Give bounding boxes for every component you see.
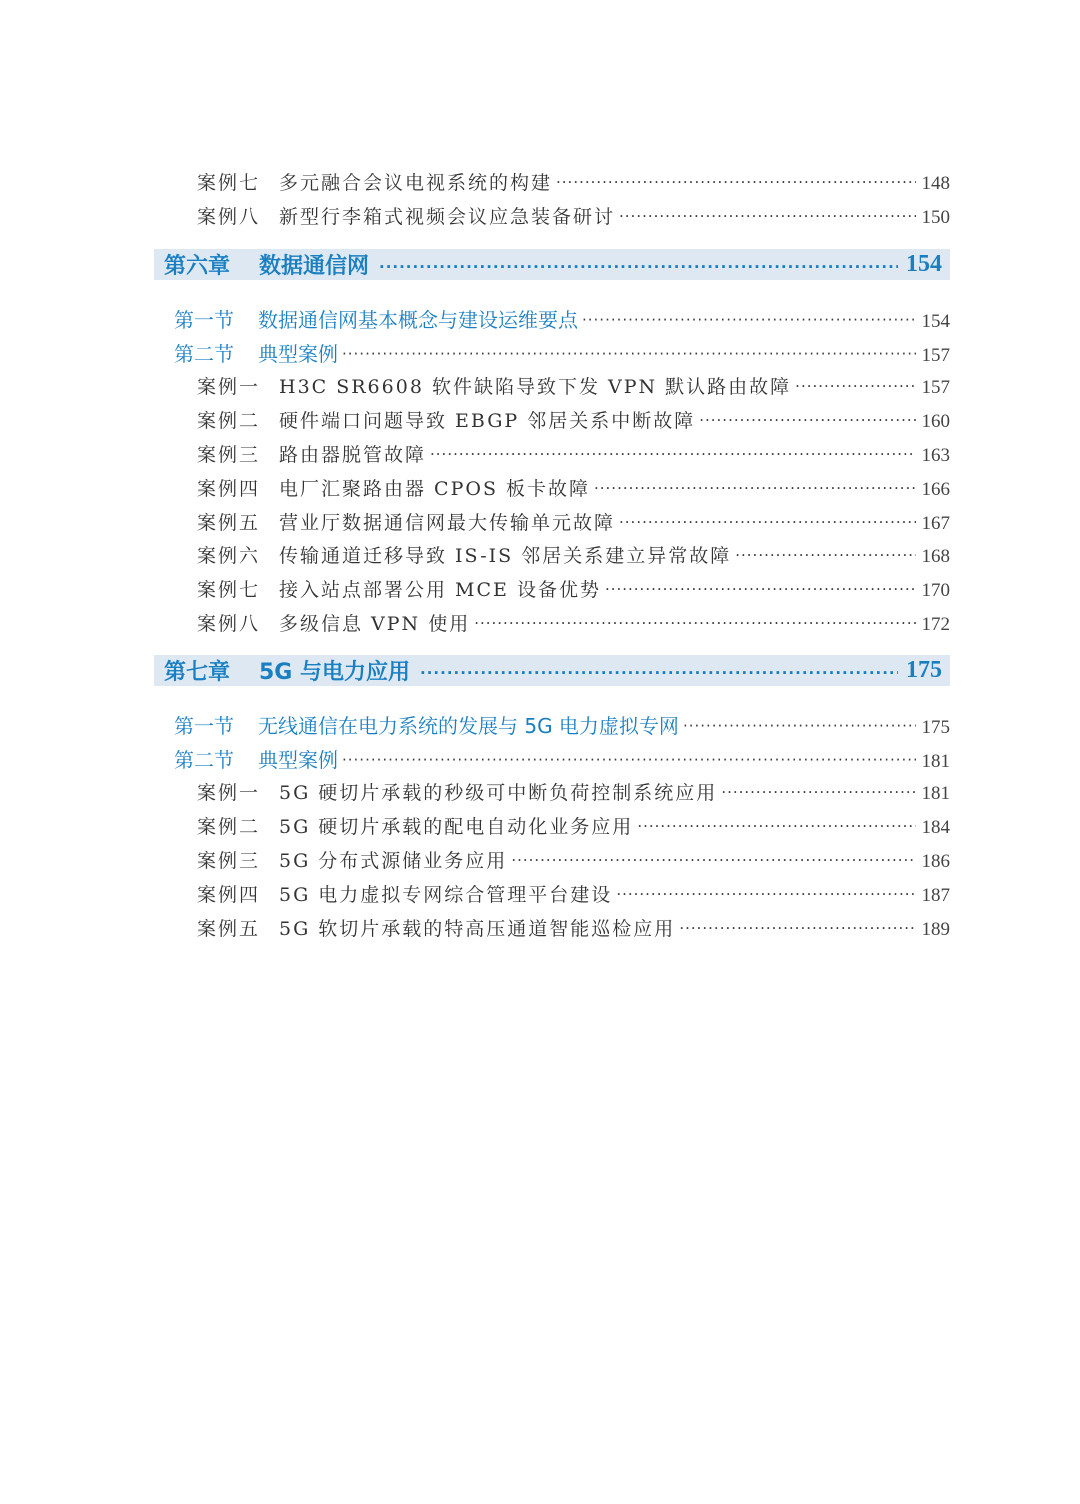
case-title: 传输通道迁移导致 IS-IS 邻居关系建立异常故障: [279, 545, 732, 567]
page-number: 154: [921, 311, 950, 332]
toc-entry-case[interactable]: [197, 575, 950, 602]
section-title: 典型案例: [258, 342, 338, 366]
toc-entry-chapter[interactable]: [154, 249, 950, 280]
section-title: 典型案例: [258, 748, 338, 772]
case-title: 新型行李箱式视频会议应急装备研讨: [279, 206, 616, 228]
toc-entry-section[interactable]: [174, 744, 950, 773]
toc-entry-case[interactable]: [197, 474, 950, 501]
dot-leader: [699, 413, 915, 428]
page-number: 184: [921, 817, 950, 838]
section-label: 第一节: [174, 714, 234, 738]
page-number: 175: [921, 717, 950, 738]
toc-entry-case[interactable]: [197, 609, 950, 636]
toc-entry-case[interactable]: [197, 202, 950, 229]
case-label: 案例三: [197, 850, 261, 872]
case-title: H3C SR6608 软件缺陷导致下发 VPN 默认路由故障: [279, 376, 792, 398]
case-title: 5G 分布式源储业务应用: [279, 850, 508, 872]
case-title: 5G 软切片承载的特高压通道智能巡检应用: [279, 918, 676, 940]
dot-leader: [511, 853, 915, 868]
toc-entry-chapter[interactable]: [154, 655, 950, 686]
toc-entry-section[interactable]: [174, 338, 950, 367]
case-title: 路由器脱管故障: [279, 444, 427, 466]
dot-leader: [619, 209, 915, 224]
page-number: 154: [906, 251, 942, 277]
page-number: 186: [921, 851, 950, 872]
case-label: 案例五: [197, 512, 261, 534]
page-number: 168: [921, 546, 950, 567]
page-number: 189: [921, 919, 950, 940]
dot-leader: [430, 447, 915, 462]
toc-entry-case[interactable]: [197, 508, 950, 535]
dot-leader: [605, 582, 916, 597]
dot-leader: [342, 347, 916, 362]
case-label: 案例四: [197, 884, 261, 906]
dot-leader: [556, 175, 915, 190]
dot-leader: [474, 616, 915, 631]
dot-leader: [721, 785, 915, 800]
dot-leader: [342, 753, 916, 768]
toc-entry-section[interactable]: [174, 304, 950, 333]
page-number: 166: [921, 479, 950, 500]
case-label: 案例七: [197, 172, 261, 194]
section-label: 第一节: [174, 308, 234, 332]
toc-entry-section[interactable]: [174, 710, 950, 739]
toc-entry-case[interactable]: [197, 440, 950, 467]
case-title: 电厂汇聚路由器 CPOS 板卡故障: [279, 478, 590, 500]
case-title: 5G 硬切片承载的配电自动化业务应用: [279, 816, 634, 838]
page-number: 157: [921, 345, 950, 366]
case-label: 案例四: [197, 478, 261, 500]
page-number: 187: [921, 885, 950, 906]
case-label: 案例八: [197, 206, 261, 228]
chapter-title: 数据通信网: [259, 254, 370, 279]
dot-leader: [616, 887, 915, 902]
case-label: 案例二: [197, 410, 261, 432]
section-label: 第二节: [174, 748, 234, 772]
case-title: 5G 硬切片承载的秒级可中断负荷控制系统应用: [279, 782, 718, 804]
case-label: 案例七: [197, 579, 261, 601]
section-title: 数据通信网基本概念与建设运维要点: [258, 308, 578, 332]
page-number: 172: [921, 614, 950, 635]
case-title: 接入站点部署公用 MCE 设备优势: [279, 579, 601, 601]
page-number: 148: [921, 173, 950, 194]
page-number: 175: [906, 657, 942, 683]
dot-leader: [679, 921, 915, 936]
case-title: 多级信息 VPN 使用: [279, 613, 471, 635]
dot-leader: [420, 664, 898, 682]
dot-leader: [619, 515, 915, 530]
chapter-label: 第六章: [164, 254, 231, 279]
toc-entry-case[interactable]: [197, 846, 950, 873]
page-number: 150: [921, 207, 950, 228]
dot-leader: [637, 819, 915, 834]
dot-leader: [379, 258, 898, 276]
case-label: 案例二: [197, 816, 261, 838]
page-number: 160: [921, 411, 950, 432]
section-label: 第二节: [174, 342, 234, 366]
case-title: 多元融合会议电视系统的构建: [279, 172, 553, 194]
page-number: 181: [921, 783, 950, 804]
toc-entry-case[interactable]: [197, 541, 950, 568]
dot-leader: [582, 313, 916, 328]
page-number: 181: [921, 751, 950, 772]
dot-leader: [795, 379, 915, 394]
case-title: 硬件端口问题导致 EBGP 邻居关系中断故障: [279, 410, 696, 432]
toc-entry-case[interactable]: [197, 812, 950, 839]
chapter-label: 第七章: [164, 660, 231, 685]
dot-leader: [594, 481, 916, 496]
toc-entry-case[interactable]: [197, 914, 950, 941]
case-title: 5G 电力虚拟专网综合管理平台建设: [279, 884, 613, 906]
toc-entry-case[interactable]: [197, 880, 950, 907]
page-number: 163: [921, 445, 950, 466]
dot-leader: [735, 548, 915, 563]
page-number: 157: [921, 377, 950, 398]
dot-leader: [683, 719, 916, 734]
toc-entry-case[interactable]: [197, 778, 950, 805]
toc-entry-case[interactable]: [197, 372, 950, 399]
case-label: 案例五: [197, 918, 261, 940]
case-label: 案例八: [197, 613, 261, 635]
case-label: 案例一: [197, 782, 261, 804]
page-number: 167: [921, 513, 950, 534]
case-label: 案例六: [197, 545, 261, 567]
toc-entry-case[interactable]: [197, 406, 950, 433]
section-title: 无线通信在电力系统的发展与 5G 电力虚拟专网: [258, 714, 679, 738]
case-label: 案例一: [197, 376, 261, 398]
case-label: 案例三: [197, 444, 261, 466]
case-title: 营业厅数据通信网最大传输单元故障: [279, 512, 616, 534]
page-number: 170: [921, 580, 950, 601]
chapter-title: 5G 与电力应用: [259, 660, 411, 685]
toc-entry-case[interactable]: [197, 168, 950, 195]
